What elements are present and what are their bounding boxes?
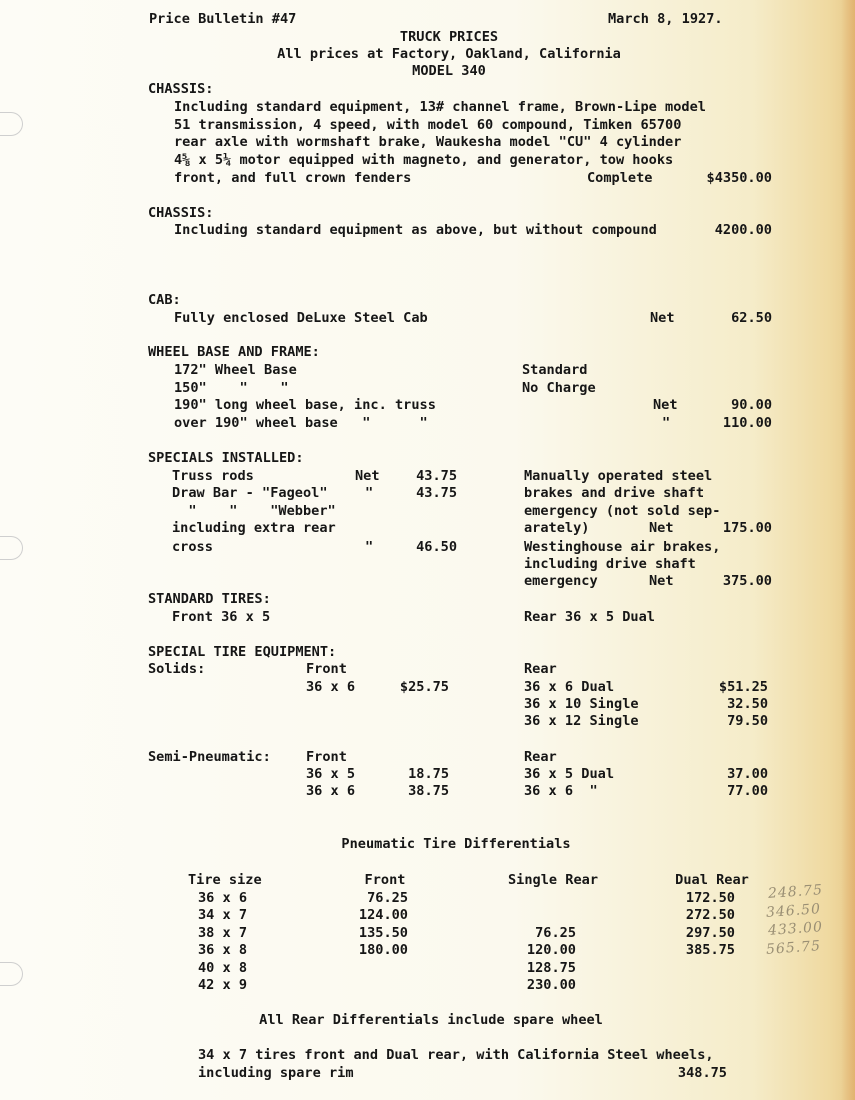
document-title: TRUCK PRICES xyxy=(399,29,499,45)
bulletin-date: March 8, 1927. xyxy=(608,11,723,27)
handwritten-note: 433.00 xyxy=(767,919,824,939)
bulletin-number: Price Bulletin #47 xyxy=(149,11,297,27)
page-edge-stain xyxy=(841,0,855,1100)
special-price: 46.50 xyxy=(416,539,457,555)
tire-price: 32.50 xyxy=(727,696,768,712)
chassis-heading: CHASSIS: xyxy=(148,205,214,221)
pneumatic-size: 34 x 7 xyxy=(198,907,248,923)
column-header-dual-rear: Dual Rear xyxy=(675,872,749,888)
tire-price: 77.00 xyxy=(727,783,768,799)
special-desc: including drive shaft xyxy=(524,556,696,572)
pneumatic-dual: 385.75 xyxy=(685,942,735,958)
semi-pneumatic-label: Semi-Pneumatic: xyxy=(148,749,271,765)
tire-size: 36 x 5 xyxy=(306,766,356,782)
footer-price: 348.75 xyxy=(677,1065,727,1081)
net-label: Net xyxy=(649,520,674,536)
model-number: MODEL 340 xyxy=(412,63,486,79)
tire-size: 36 x 6 xyxy=(306,783,356,799)
pneumatic-front: 76.25 xyxy=(367,890,408,906)
specials-heading: SPECIALS INSTALLED: xyxy=(148,450,304,466)
special-desc: Westinghouse air brakes, xyxy=(524,539,721,555)
chassis-price: $4350.00 xyxy=(706,170,772,186)
standard-front-tire: Front 36 x 5 xyxy=(172,609,271,625)
pneumatic-single: 128.75 xyxy=(526,960,576,976)
tire-price: 37.00 xyxy=(727,766,768,782)
tire-price: $51.25 xyxy=(718,679,768,695)
standard-tires-heading: STANDARD TIRES: xyxy=(148,591,271,607)
punch-hole-mark xyxy=(0,112,23,136)
rear-column-label: Rear xyxy=(524,661,557,677)
tire-size: 36 x 12 Single xyxy=(524,713,639,729)
column-header-front: Front xyxy=(364,872,406,888)
ditto-mark: " xyxy=(365,539,374,555)
wheelbase-label: 190" long wheel base, inc. truss xyxy=(174,397,436,413)
solids-label: Solids: xyxy=(148,661,206,677)
punch-hole-mark xyxy=(0,536,23,560)
tire-size: 36 x 6 xyxy=(306,679,356,695)
wheelbase-status: No Charge xyxy=(522,380,596,396)
pneumatic-dual: 172.50 xyxy=(685,890,735,906)
rear-column-label: Rear xyxy=(524,749,557,765)
special-label: cross xyxy=(172,539,213,555)
special-price: 175.00 xyxy=(722,520,772,536)
special-desc: emergency (not sold sep- xyxy=(524,503,721,519)
front-column-label: Front xyxy=(306,749,347,765)
pneumatic-title: Pneumatic Tire Differentials xyxy=(341,836,571,852)
tire-size: 36 x 10 Single xyxy=(524,696,639,712)
special-tires-heading: SPECIAL TIRE EQUIPMENT: xyxy=(148,644,337,660)
net-label: Net xyxy=(355,468,380,484)
pneumatic-single: 120.00 xyxy=(526,942,576,958)
pneumatic-size: 40 x 8 xyxy=(198,960,248,976)
special-price: 375.00 xyxy=(722,573,772,589)
pneumatic-single: 76.25 xyxy=(535,925,576,941)
chassis-line: Including standard equipment as above, but without compound xyxy=(174,222,657,238)
tire-size: 36 x 6 " xyxy=(524,783,598,799)
column-header-tire-size: Tire size xyxy=(188,872,262,888)
wheelbase-label: 150" " " xyxy=(174,380,289,396)
pneumatic-dual: 272.50 xyxy=(685,907,735,923)
special-label: Draw Bar - "Fageol" xyxy=(172,485,328,501)
tire-size: 36 x 5 Dual xyxy=(524,766,615,782)
cab-price: 62.50 xyxy=(731,310,772,326)
ditto-mark: " xyxy=(365,485,374,501)
tire-price: $25.75 xyxy=(399,679,449,695)
tire-price: 38.75 xyxy=(408,783,449,799)
special-price: 43.75 xyxy=(416,485,457,501)
chassis-line: 4⅝ x 5¼ motor equipped with magneto, and generator, tow hooks xyxy=(174,152,674,168)
cab-heading: CAB: xyxy=(148,292,181,308)
standard-rear-tire: Rear 36 x 5 Dual xyxy=(524,609,655,625)
special-label: Truss rods xyxy=(172,468,254,484)
special-price: 43.75 xyxy=(416,468,457,484)
pneumatic-single: 230.00 xyxy=(526,977,576,993)
special-desc: brakes and drive shaft xyxy=(524,485,705,501)
pneumatic-front: 135.50 xyxy=(358,925,408,941)
footer-line: 34 x 7 tires front and Dual rear, with California Steel wheels, xyxy=(198,1047,714,1063)
pneumatic-front: 180.00 xyxy=(358,942,408,958)
wheelbase-label: 172" Wheel Base xyxy=(174,362,297,378)
differentials-note: All Rear Differentials include spare wheel xyxy=(259,1012,603,1028)
tire-size: 36 x 6 Dual xyxy=(524,679,615,695)
pneumatic-size: 38 x 7 xyxy=(198,925,248,941)
net-label: Net xyxy=(649,573,674,589)
chassis-line: Including standard equipment, 13# channel frame, Brown-Lipe model xyxy=(174,99,706,115)
column-header-single-rear: Single Rear xyxy=(507,872,599,888)
ditto-mark: " xyxy=(662,415,671,431)
special-desc: arately) xyxy=(524,520,590,536)
handwritten-note: 248.75 xyxy=(767,882,824,902)
complete-label: Complete xyxy=(587,170,653,186)
special-desc: Manually operated steel xyxy=(524,468,713,484)
pneumatic-front: 124.00 xyxy=(358,907,408,923)
special-label: including extra rear xyxy=(172,520,336,536)
pneumatic-dual: 297.50 xyxy=(685,925,735,941)
wheelbase-status: Standard xyxy=(522,362,588,378)
front-column-label: Front xyxy=(306,661,347,677)
chassis-line: front, and full crown fenders xyxy=(174,170,412,186)
footer-line: including spare rim xyxy=(198,1065,354,1081)
cab-line: Fully enclosed DeLuxe Steel Cab xyxy=(174,310,428,326)
wheelbase-heading: WHEEL BASE AND FRAME: xyxy=(148,344,320,360)
tire-price: 79.50 xyxy=(727,713,768,729)
pneumatic-size: 36 x 6 xyxy=(198,890,248,906)
pneumatic-size: 42 x 9 xyxy=(198,977,248,993)
chassis-heading: CHASSIS: xyxy=(148,81,214,97)
special-label: " " "Webber" xyxy=(172,503,336,519)
chassis-line: 51 transmission, 4 speed, with model 60 compound, Timken 65700 xyxy=(174,117,682,133)
net-label: Net xyxy=(653,397,678,413)
tire-price: 18.75 xyxy=(408,766,449,782)
punch-hole-mark xyxy=(0,962,23,986)
document-subtitle: All prices at Factory, Oakland, California xyxy=(277,46,621,62)
handwritten-note: 565.75 xyxy=(765,938,822,958)
wheelbase-price: 90.00 xyxy=(731,397,772,413)
wheelbase-label: over 190" wheel base " " xyxy=(174,415,428,431)
chassis-line: rear axle with wormshaft brake, Waukesha model "CU" 4 cylinder xyxy=(174,134,682,150)
chassis-price: 4200.00 xyxy=(714,222,772,238)
pneumatic-size: 36 x 8 xyxy=(198,942,248,958)
special-desc: emergency xyxy=(524,573,598,589)
handwritten-note: 346.50 xyxy=(765,901,822,921)
wheelbase-price: 110.00 xyxy=(722,415,772,431)
net-label: Net xyxy=(650,310,675,326)
